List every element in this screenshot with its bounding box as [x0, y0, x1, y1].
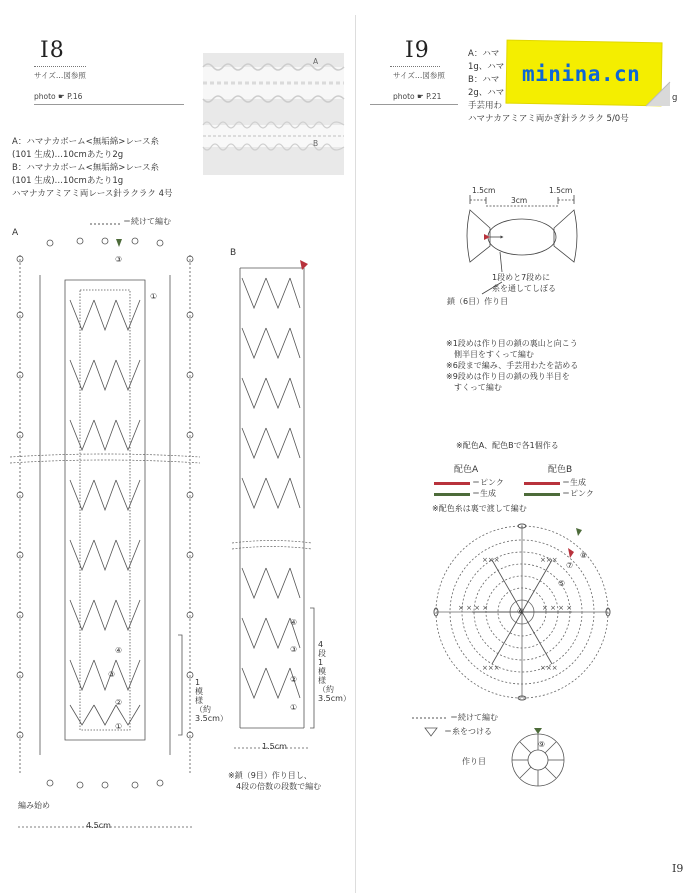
note-line: ※9段めは作り目の鎖の残り半目を — [446, 372, 570, 381]
row-mark: ④ — [115, 646, 123, 655]
color-b-item: ＝生成 — [562, 478, 586, 487]
note-line: 糸を通してしぼる — [492, 284, 556, 293]
color-swatch-pink — [524, 482, 560, 485]
diagram-b-label: B — [230, 248, 237, 258]
note-line: ※6段まで編み、手芸用わたを詰める — [446, 361, 579, 370]
color-a-item: ＝生成 — [472, 489, 496, 498]
round-mark: ⑨ — [538, 740, 546, 749]
material-line: ハマナカアミアミ両かぎ針ラクラク 5/0号 — [468, 114, 629, 124]
note-line: 1段めと7段めに — [492, 273, 551, 282]
page-number: I9 — [672, 862, 684, 875]
divider — [370, 104, 458, 105]
watermark-text: minina.cn — [522, 62, 641, 86]
divider — [34, 104, 184, 105]
repeat-label: 1模様（約3.5cm） — [195, 678, 228, 723]
note-line: すくって編む — [446, 383, 502, 392]
round-mark: ⑦ — [566, 561, 574, 570]
note-line: 4段の倍数の段数で編む — [236, 782, 322, 791]
diagram-b-chart — [232, 258, 312, 738]
divider — [34, 66, 86, 67]
color-b-title: 配色B — [548, 465, 573, 475]
svg-text:×××: ××× — [540, 664, 558, 672]
color-swatch-green — [434, 493, 470, 496]
row-mark: ③ — [108, 670, 116, 679]
dim-mid: 3cm — [511, 196, 528, 205]
svg-text:×××: ××× — [482, 556, 500, 564]
dotted-line-icon — [90, 222, 120, 226]
material-line: A：ハマ — [468, 49, 500, 59]
start-label: 編み始め — [18, 801, 50, 810]
color-note: ※配色A、配色Bで各1個作る — [456, 441, 559, 450]
legend-attach: ＝糸をつける — [444, 727, 492, 736]
material-line: (101 生成)…10cmあたり1g — [12, 176, 124, 186]
row-mark: ④ — [290, 618, 298, 627]
foundation-label: 作り目 — [462, 757, 486, 766]
row-mark: ③ — [290, 645, 298, 654]
material-line: 2g、ハマ — [468, 88, 505, 98]
material-line: A：ハマナカボーム<無垢綿>レース糸 — [12, 137, 159, 147]
foundation-label: 鎖（6目）作り目 — [447, 297, 509, 306]
row-mark: ① — [150, 292, 158, 301]
material-tail: g — [672, 93, 678, 103]
svg-text:× × × ×: × × × × — [542, 604, 573, 612]
page-spine — [355, 15, 356, 893]
pattern-notes — [446, 338, 578, 393]
row-mark: ① — [290, 703, 298, 712]
legend-continue: ＝続けて編む — [450, 713, 498, 722]
size-ref: サイズ…図参照 — [34, 71, 86, 80]
material-line: B：ハマ — [468, 75, 500, 85]
svg-text:×××: ××× — [540, 556, 558, 564]
materials-list — [12, 136, 173, 201]
width-label: 4.5cm — [86, 821, 111, 830]
note-line: ※1段めは作り目の鎖の裏山と向こう — [446, 339, 578, 348]
material-line: B：ハマナカボーム<無垢綿>レース糸 — [12, 163, 159, 173]
round-mark: ⑧ — [580, 551, 588, 560]
circle-chart — [422, 522, 622, 712]
legend-continue: ＝続けて編む — [123, 217, 171, 226]
photo-ref: photo ☛ P.16 — [34, 92, 83, 101]
row-mark: ③ — [115, 255, 123, 264]
material-line: 1g、ハマ — [468, 62, 505, 72]
pattern-number-i8: I8 — [40, 38, 65, 63]
color-b-item: ＝ピンク — [562, 489, 594, 498]
material-line: 手芸用わ — [468, 101, 503, 111]
round-mark: ⑥ — [517, 607, 525, 616]
carry-note: ※配色糸は裏で渡して編む — [432, 504, 527, 513]
svg-text:×××: ××× — [482, 664, 500, 672]
row-mark: ② — [115, 698, 123, 707]
dotted-line-icon — [412, 716, 448, 720]
material-line: (101 生成)…10cmあたり2g — [12, 150, 124, 160]
row-mark: ① — [115, 722, 123, 731]
diagram-b-note — [228, 770, 321, 792]
photo-ref: photo ☛ P.21 — [393, 92, 442, 101]
dim-right: 1.5cm — [549, 186, 573, 195]
candy-note — [492, 272, 556, 294]
attach-yarn-icon — [424, 727, 438, 737]
size-ref: サイズ…図参照 — [393, 71, 445, 80]
material-line: ハマナカアミアミ両レース針ラクラク 4号 — [12, 189, 173, 199]
divider — [390, 66, 440, 67]
svg-text:× × × ×: × × × × — [458, 604, 489, 612]
note-line: 側半目をすくって編む — [446, 350, 534, 359]
repeat-label: 4段1模様（約3.5cm） — [318, 640, 351, 703]
photo-label-b: B — [313, 139, 319, 148]
page-curl-icon — [646, 82, 670, 106]
width-label: 1.5cm — [262, 742, 287, 751]
round-mark: ⑤ — [558, 579, 566, 588]
dim-left: 1.5cm — [472, 186, 496, 195]
pattern-number-i9: I9 — [405, 38, 430, 63]
color-swatch-pink — [434, 482, 470, 485]
color-swatch-green — [524, 493, 560, 496]
closing-round-diagram — [508, 728, 568, 788]
color-a-title: 配色A — [454, 465, 479, 475]
lace-photo — [203, 53, 344, 175]
row-mark: ② — [290, 675, 298, 684]
diagram-a-label: A — [12, 228, 19, 238]
color-a-item: ＝ピンク — [472, 478, 504, 487]
photo-label-a: A — [313, 57, 319, 66]
note-line: ※鎖（9目）作り目し、 — [228, 771, 312, 780]
